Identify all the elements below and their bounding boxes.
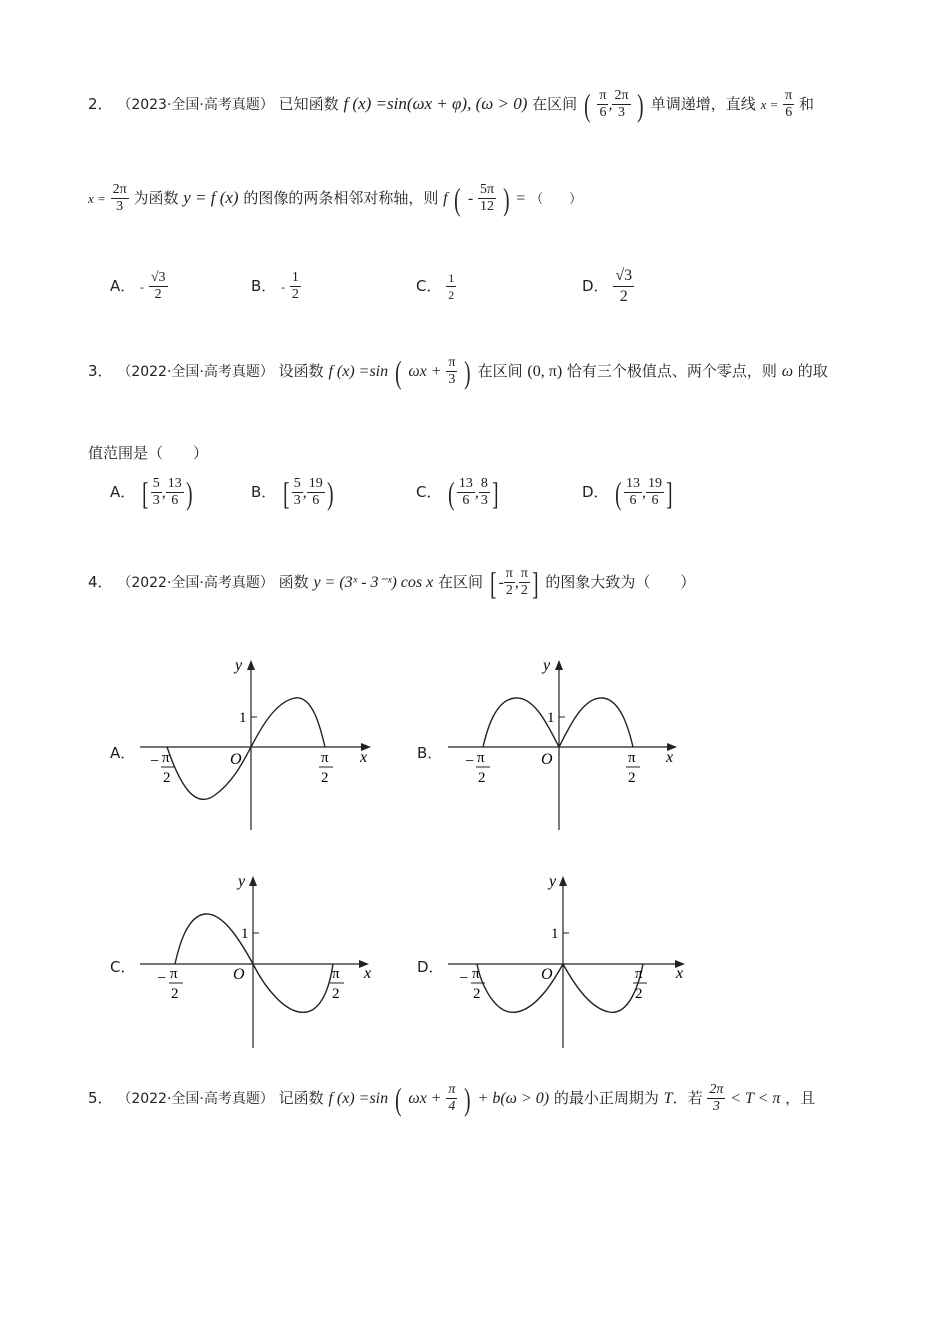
q4-func: y = (3ˣ - 3⁻ˣ) cos x bbox=[313, 574, 434, 591]
option-frac: $\frac{1}{2}$ bbox=[448, 271, 455, 302]
den-2: 2 bbox=[635, 986, 643, 1002]
q4-text: 在区间 bbox=[438, 573, 484, 591]
q5-text: 的最小正周期为 bbox=[553, 1089, 659, 1107]
q4-option-b-label[interactable]: B． bbox=[417, 744, 443, 762]
y-label: y bbox=[238, 873, 246, 890]
option-frac: $\frac{1}{2}$ bbox=[291, 270, 299, 302]
q2-text: 的图像的两条相邻对称轴，则 bbox=[243, 189, 439, 207]
neg-pi: π bbox=[170, 966, 178, 982]
q2-line1 bbox=[88, 88, 814, 121]
q3-frac: $\frac{\pi}{3}$ bbox=[448, 355, 456, 387]
q5-paren: ( bbox=[395, 1080, 402, 1117]
q2-number: 2． bbox=[88, 95, 113, 113]
bracket: ) bbox=[326, 474, 334, 511]
neg-sign: − bbox=[157, 970, 167, 987]
q5-ineq-frac: $\frac{2\pi}{3}$ bbox=[709, 1082, 724, 1114]
q4-graph-a[interactable] bbox=[135, 650, 385, 840]
bracket: ( bbox=[448, 474, 455, 511]
q3-line2 bbox=[88, 442, 208, 463]
q4-frac: $\frac{\pi}{2}$ bbox=[520, 566, 528, 598]
neg-pi: π bbox=[472, 966, 480, 982]
q4-text: 函数 bbox=[278, 573, 309, 591]
x-label: x bbox=[360, 749, 368, 766]
bracket: ( bbox=[615, 474, 622, 511]
q3-func: f (x) =sin bbox=[328, 363, 389, 380]
q2-function: f (x) =sin(ωx + φ), (ω > 0) bbox=[343, 94, 528, 113]
q4-number: 4． bbox=[88, 573, 113, 591]
one-label: 1 bbox=[239, 710, 247, 726]
option-frac: $\frac{13}{6}$ bbox=[626, 476, 640, 508]
q5-text: ，且 bbox=[785, 1089, 816, 1107]
q5-func: f (x) =sin bbox=[328, 1090, 389, 1107]
one-label: 1 bbox=[547, 710, 555, 726]
option-frac: $\frac{8}{3}$ bbox=[480, 476, 488, 508]
q3-text: 恰有三个极值点、两个零点，则 bbox=[566, 362, 777, 380]
y-arrow bbox=[555, 660, 563, 670]
option-frac: $\frac{5}{3}$ bbox=[293, 476, 301, 508]
q3-omega: ω bbox=[781, 363, 794, 380]
q2-text: 已知函数 bbox=[278, 95, 339, 113]
option-frac: $\frac{√3}{2}$ bbox=[615, 267, 633, 305]
q2-frac-line1: $\frac{\pi}{6}$ bbox=[785, 88, 793, 120]
q5-frac: $\frac{\pi}{4}$ bbox=[448, 1082, 456, 1114]
bracket: ] bbox=[666, 474, 673, 511]
y-label: y bbox=[549, 873, 557, 890]
x-label: x bbox=[676, 965, 684, 982]
q4-option-a-label[interactable]: A． bbox=[110, 744, 136, 762]
q5-T: T bbox=[663, 1090, 673, 1107]
q2-option-a[interactable] bbox=[110, 270, 168, 303]
pos-pi: π bbox=[628, 750, 636, 766]
q5-paren: ) bbox=[464, 1080, 471, 1117]
q5-number: 5． bbox=[88, 1089, 113, 1107]
option-label: C． bbox=[416, 483, 442, 501]
q3-text: 设函数 bbox=[278, 362, 324, 380]
q3-number: 3． bbox=[88, 362, 113, 380]
q2-option-c[interactable] bbox=[416, 270, 456, 303]
q2-paren: ) bbox=[637, 86, 644, 123]
option-label: A． bbox=[110, 483, 136, 501]
neg-sign: − bbox=[459, 970, 469, 987]
q5-text: ．若 bbox=[672, 1089, 703, 1107]
q4-text: 的图象大致为（ ） bbox=[545, 573, 696, 591]
q2-text: 单调递增，直线 bbox=[650, 95, 756, 113]
one-label: 1 bbox=[551, 926, 559, 942]
one-label: 1 bbox=[241, 926, 249, 942]
bracket: ) bbox=[185, 474, 193, 511]
q2-eq: = bbox=[516, 190, 526, 207]
den-2: 2 bbox=[478, 770, 486, 786]
option-frac: $\frac{13}{6}$ bbox=[167, 476, 182, 508]
y-arrow bbox=[559, 876, 567, 886]
den-2: 2 bbox=[163, 770, 171, 786]
q2-frac-pi6: $\frac{\pi}{6}$ bbox=[599, 88, 607, 120]
q3-interval: (0, π) bbox=[527, 363, 563, 380]
neg-sign: − bbox=[150, 753, 160, 770]
x-label: x bbox=[364, 965, 372, 982]
pos-pi: π bbox=[635, 966, 643, 982]
den-2: 2 bbox=[321, 770, 329, 786]
q2-paren: ) bbox=[502, 180, 510, 217]
q3-paren: ) bbox=[464, 353, 471, 390]
q3-line1 bbox=[88, 355, 828, 388]
q2-minus: - bbox=[467, 190, 474, 207]
q4-graph-d[interactable] bbox=[443, 866, 693, 1056]
neg-sign: − bbox=[465, 753, 475, 770]
curve bbox=[483, 698, 633, 747]
q2-paren: ( bbox=[454, 180, 461, 217]
q2-ask-f: f bbox=[443, 190, 448, 207]
option-label: B． bbox=[251, 483, 277, 501]
origin-label: O bbox=[541, 751, 553, 768]
q5-func-in: ωx + bbox=[408, 1090, 442, 1107]
option-label: A． bbox=[110, 277, 136, 295]
den-2: 2 bbox=[628, 770, 636, 786]
q5-source: （2022·全国·高考真题） bbox=[117, 1091, 274, 1107]
q4-option-d-label[interactable]: D． bbox=[417, 958, 444, 976]
q2-frac-ask: $\frac{5\pi}{12}$ bbox=[479, 182, 495, 214]
q2-source: （2023·全国·高考真题） bbox=[117, 97, 274, 113]
den-2: 2 bbox=[473, 986, 481, 1002]
q2-text: 在区间 bbox=[532, 95, 578, 113]
option-frac: $\frac{13}{6}$ bbox=[458, 476, 473, 508]
den-2: 2 bbox=[171, 986, 179, 1002]
neg-pi: π bbox=[162, 750, 170, 766]
pos-pi: π bbox=[332, 966, 340, 982]
origin-label: O bbox=[541, 966, 553, 983]
option-sign: - bbox=[281, 280, 286, 294]
y-arrow bbox=[249, 876, 257, 886]
q3-option-c[interactable]: C． ( $\frac{13}{6}$ , $\frac{8}{3}$ ] bbox=[416, 474, 499, 511]
origin-label: O bbox=[230, 751, 242, 768]
option-label: D． bbox=[582, 483, 609, 501]
q3-func-in: ωx + bbox=[408, 363, 442, 380]
option-sign: - bbox=[140, 280, 145, 294]
den-2: 2 bbox=[332, 986, 340, 1002]
q2-line2 bbox=[88, 182, 582, 215]
option-frac: $\frac{19}{6}$ bbox=[308, 476, 323, 508]
q4-source: （2022·全国·高考真题） bbox=[117, 575, 274, 591]
q3-option-b[interactable]: B． [ $\frac{5}{3}$ , $\frac{19}{6}$ ) bbox=[251, 474, 334, 511]
q3-source: （2022·全国·高考真题） bbox=[117, 364, 274, 380]
option-frac: $\frac{√3}{2}$ bbox=[150, 270, 166, 302]
q2-frac-line2: $\frac{2\pi}{3}$ bbox=[112, 182, 127, 214]
curve bbox=[175, 914, 333, 1012]
minus: - bbox=[498, 574, 504, 591]
q2-yfx: y = f (x) bbox=[183, 188, 239, 207]
bracket: ] bbox=[532, 564, 539, 601]
q5-func-right: + b(ω > 0) bbox=[477, 1090, 550, 1107]
q5-line1 bbox=[88, 1082, 815, 1115]
y-label: y bbox=[543, 657, 551, 674]
q5-text: 记函数 bbox=[278, 1089, 324, 1107]
bracket: ] bbox=[492, 474, 499, 511]
q4-option-c-label[interactable]: C． bbox=[110, 958, 136, 976]
q3-text: 值范围是（ ） bbox=[88, 444, 209, 462]
q2-paren: ( bbox=[584, 86, 591, 123]
q5-ineq: < T < π bbox=[730, 1090, 781, 1107]
q2-x-eq: x = bbox=[760, 97, 779, 112]
q4-graph-b[interactable] bbox=[443, 650, 693, 840]
option-frac: $\frac{5}{3}$ bbox=[152, 476, 160, 508]
bracket: [ bbox=[142, 474, 149, 511]
y-label: y bbox=[235, 657, 243, 674]
q2-option-d[interactable] bbox=[582, 266, 634, 307]
y-arrow bbox=[247, 660, 255, 670]
q2-blank: （ ） bbox=[530, 192, 583, 207]
q2-text: 和 bbox=[799, 95, 815, 113]
q3-option-a[interactable]: A． [ $\frac{5}{3}$ , $\frac{13}{6}$ ) bbox=[110, 474, 193, 511]
origin-label: O bbox=[233, 966, 245, 983]
q4-graph-c[interactable] bbox=[135, 866, 385, 1056]
option-frac: $\frac{19}{6}$ bbox=[648, 476, 662, 508]
q4-line1: 4． （2022·全国·高考真题） 函数 y = (3ˣ - 3⁻ˣ) cos x 在区间 [ - $\frac{\pi}{2}$ , $\frac{\pi}{2}$ ] 的图象大致为（ ） bbox=[88, 564, 696, 601]
x-label: x bbox=[666, 749, 674, 766]
q3-text: 在区间 bbox=[477, 362, 523, 380]
q2-x-eq2: x = bbox=[88, 191, 106, 206]
bracket: [ bbox=[489, 564, 497, 601]
option-label: C． bbox=[416, 277, 442, 295]
pos-pi: π bbox=[321, 750, 329, 766]
comma: , bbox=[608, 96, 613, 113]
curve bbox=[477, 964, 643, 1012]
option-label: B． bbox=[251, 277, 277, 295]
q2-text: 为函数 bbox=[133, 189, 179, 207]
q4-frac: $\frac{\pi}{2}$ bbox=[505, 566, 513, 598]
q2-frac-2pi3: $\frac{2\pi}{3}$ bbox=[614, 88, 629, 120]
bracket: [ bbox=[283, 474, 290, 511]
q3-paren: ( bbox=[395, 353, 402, 390]
neg-pi: π bbox=[477, 750, 485, 766]
q3-option-d[interactable]: D． ( $\frac{13}{6}$ , $\frac{19}{6}$ ] bbox=[582, 474, 673, 511]
q3-text: 的取 bbox=[797, 362, 828, 380]
q2-option-b[interactable] bbox=[251, 270, 301, 303]
option-label: D． bbox=[582, 277, 609, 295]
